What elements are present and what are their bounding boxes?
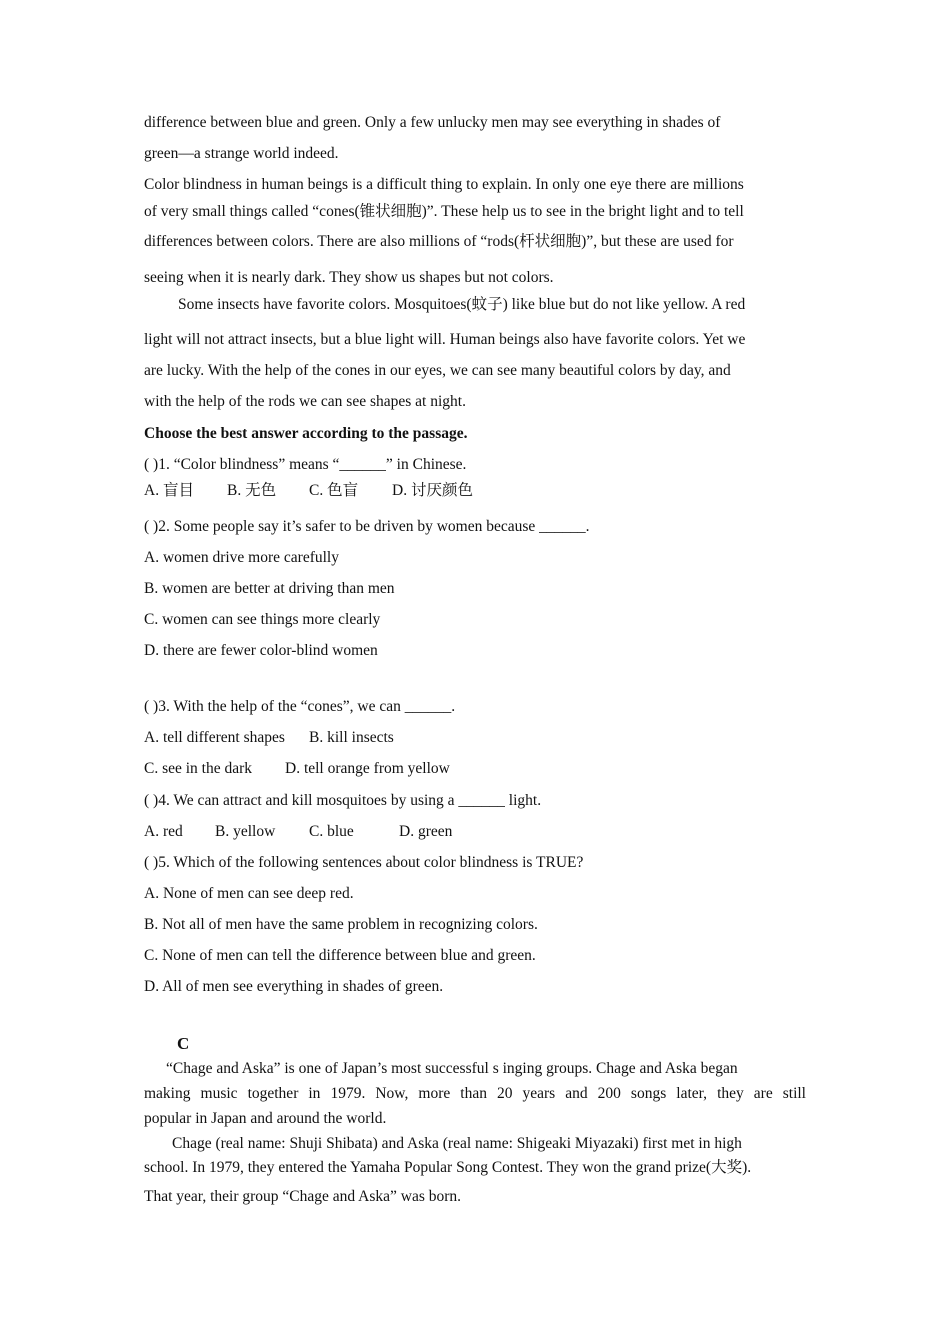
question-1-option-d: D. 讨厌颜色 — [392, 482, 473, 499]
question-2-option-a: A. women drive more carefully — [144, 549, 339, 566]
question-1-stem: ( )1. “Color blindness” means “______” in Chinese. — [144, 456, 467, 473]
question-1-option-b: B. 无色 — [227, 482, 277, 499]
passage-c-line: That year, their group “Chage and Aska” was born. — [144, 1188, 462, 1205]
question-5-option-a: A. None of men can see deep red. — [144, 885, 354, 902]
passage-b-line: difference between blue and green. Only a few unlucky men may see everything in shades of — [144, 114, 721, 131]
passage-c-line: “Chage and Aska” is one of Japan’s most successful s inging groups. Chage and Aska began — [166, 1060, 738, 1077]
passage-b-line: are lucky. With the help of the cones in our eyes, we can see many beautiful colors by day, and — [144, 362, 731, 379]
passage-b-line: Color blindness in human beings is a difficult thing to explain. In only one eye there are millions — [144, 176, 744, 193]
question-4-stem: ( )4. We can attract and kill mosquitoes by using a ______ light. — [144, 792, 542, 809]
section-c-heading: C — [177, 1034, 190, 1053]
passage-c-line: Chage (real name: Shuji Shibata) and Aska (real name: Shigeaki Miyazaki) first met in high — [172, 1135, 742, 1152]
question-5-option-d: D. All of men see everything in shades of green. — [144, 978, 444, 995]
passage-c-line: school. In 1979, they entered the Yamaha Popular Song Contest. They won the grand prize(大奖). — [144, 1159, 752, 1176]
question-4-options — [144, 822, 452, 842]
question-3-options-row-2 — [144, 759, 450, 779]
passage-b-line: differences between colors. There are also millions of “rods(杆状细胞)”, but these are used for — [144, 233, 734, 250]
question-1-option-a: A. 盲目 — [144, 482, 194, 499]
question-3-option-c: C. see in the dark — [144, 760, 253, 777]
question-4-option-a: A. red — [144, 823, 183, 840]
question-1-option-c: C. 色盲 — [309, 482, 359, 499]
question-3-option-a: A. tell different shapes — [144, 729, 285, 746]
question-5-option-b: B. Not all of men have the same problem in recognizing colors. — [144, 916, 538, 933]
passage-b-line: of very small things called “cones(锥状细胞)”. These help us to see in the bright light and to tell — [144, 203, 744, 220]
question-3-option-d: D. tell orange from yellow — [285, 760, 450, 777]
passage-b-line: light will not attract insects, but a blue light will. Human beings also have favorite colors. Yet we — [144, 331, 746, 348]
question-3-option-b: B. kill insects — [309, 729, 394, 746]
passage-c-line: making music together in 1979. Now, more than 20 years and 200 songs later, they are still — [144, 1085, 806, 1102]
passage-b-line: green—a strange world indeed. — [144, 145, 339, 162]
question-3-stem: ( )3. With the help of the “cones”, we can ______. — [144, 698, 456, 715]
question-3-options-row-1 — [144, 728, 394, 748]
passage-b-line: seeing when it is nearly dark. They show us shapes but not colors. — [144, 269, 554, 286]
question-4-option-d: D. green — [399, 823, 453, 840]
question-2-stem: ( )2. Some people say it’s safer to be driven by women because ______. — [144, 518, 590, 535]
passage-b-line: Some insects have favorite colors. Mosquitoes(蚊子) like blue but do not like yellow. A red — [178, 296, 746, 313]
question-2-option-d: D. there are fewer color-blind women — [144, 642, 378, 659]
question-4-option-b: B. yellow — [215, 823, 276, 840]
question-instruction: Choose the best answer according to the passage. — [144, 425, 468, 442]
question-2-option-b: B. women are better at driving than men — [144, 580, 395, 597]
question-1-options — [144, 481, 473, 501]
passage-c-line: popular in Japan and around the world. — [144, 1110, 387, 1127]
question-5-option-c: C. None of men can tell the difference between blue and green. — [144, 947, 536, 964]
passage-b-line: with the help of the rods we can see shapes at night. — [144, 393, 466, 410]
question-2-option-c: C. women can see things more clearly — [144, 611, 381, 628]
question-4-option-c: C. blue — [309, 823, 354, 840]
question-5-stem: ( )5. Which of the following sentences about color blindness is TRUE? — [144, 854, 584, 871]
